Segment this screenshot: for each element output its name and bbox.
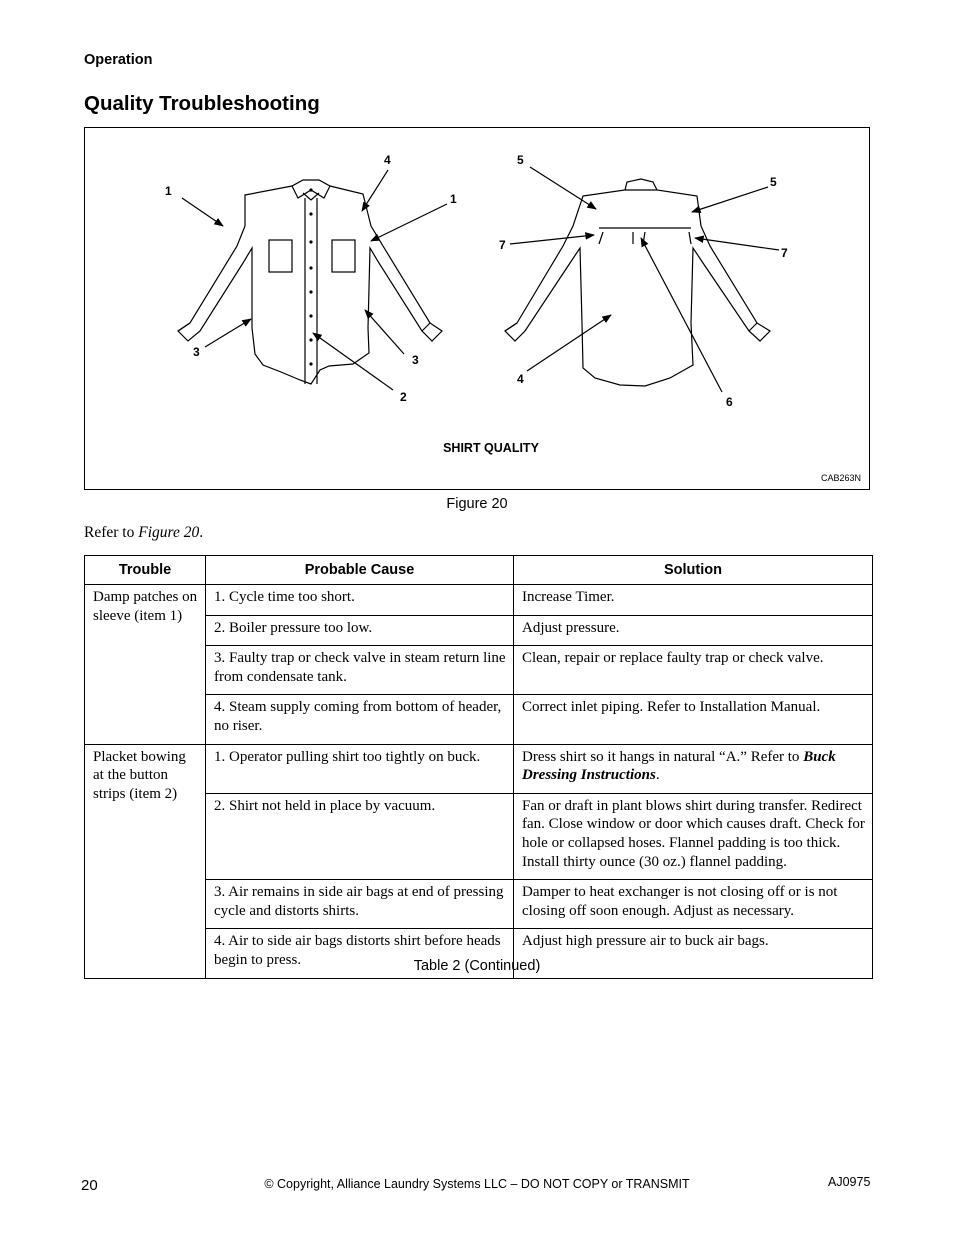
solution-cell: Adjust high pressure air to buck air bags.: [514, 929, 873, 978]
back-shirt-drawing: [505, 179, 770, 386]
callout-back-6: 6: [726, 395, 733, 409]
refer-suffix: .: [199, 524, 204, 541]
header-trouble: Trouble: [85, 556, 206, 585]
refer-line: [84, 524, 203, 542]
cause-cell: 1. Cycle time too short.: [206, 585, 514, 616]
callout-front-3-right: 3: [412, 353, 419, 367]
solution-cell: Adjust pressure.: [514, 615, 873, 646]
solution-cell: Increase Timer.: [514, 585, 873, 616]
front-shirt-drawing: [178, 180, 442, 384]
figure-caption: Figure 20: [446, 496, 508, 512]
solution-cell: Damper to heat exchanger is not closing off or is not closing off soon enough. Adjust as necessary.: [514, 880, 873, 929]
refer-prefix: Refer to: [84, 524, 139, 541]
callout-back-7-right: 7: [781, 246, 788, 260]
callout-back-4: 4: [517, 372, 524, 386]
troubleshooting-table: [84, 555, 873, 979]
figure-code: CAB263N: [821, 473, 862, 483]
cause-cell: 4. Air to side air bags distorts shirt before heads begin to press.: [206, 929, 514, 978]
solution-cell: [514, 744, 873, 793]
cause-cell: 2. Boiler pressure too low.: [206, 615, 514, 646]
solution-cell: Clean, repair or replace faulty trap or check valve.: [514, 646, 873, 695]
header-probable-cause: Probable Cause: [206, 556, 514, 585]
callout-back-5-right: 5: [770, 175, 777, 189]
callout-front-1-right: 1: [450, 192, 457, 206]
callout-back-5-left: 5: [517, 153, 524, 167]
callout-front-3-left: 3: [193, 345, 200, 359]
header-solution: Solution: [514, 556, 873, 585]
cause-cell: 3. Air remains in side air bags at end of pressing cycle and distorts shirts.: [206, 880, 514, 929]
callout-front-4: 4: [384, 153, 391, 167]
figure-reference: Figure 20: [138, 524, 200, 541]
page-number: 20: [81, 1177, 98, 1194]
callout-front-1-left: 1: [165, 184, 172, 198]
cause-cell: 3. Faulty trap or check valve in steam return line from condensate tank.: [206, 646, 514, 695]
copyright-notice: © Copyright, Alliance Laundry Systems LLC – DO NOT COPY or TRANSMIT: [264, 1177, 690, 1191]
callout-arrows: [182, 167, 779, 392]
section-label: Operation: [84, 52, 153, 68]
document-code: AJ0975: [828, 1175, 871, 1189]
solution-text: Dress shirt so it hangs in natural “A.” Refer to: [522, 748, 804, 765]
trouble-cell: Placket bowing at the button strips (item 2): [85, 744, 206, 978]
solution-cell: Correct inlet piping. Refer to Installation Manual.: [514, 695, 873, 744]
callout-back-7-left: 7: [499, 238, 506, 252]
callout-front-2: 2: [400, 390, 407, 404]
cause-cell: 2. Shirt not held in place by vacuum.: [206, 793, 514, 879]
buck-dressing-reference: Buck Dressing Instructions: [522, 748, 836, 784]
solution-suffix: .: [655, 767, 660, 784]
page-title: Quality Troubleshooting: [84, 92, 320, 115]
cause-cell: 4. Steam supply coming from bottom of header, no riser.: [206, 695, 514, 744]
table-caption: Table 2 (Continued): [413, 958, 541, 974]
table-header-row: [85, 556, 873, 585]
table-row: [85, 585, 873, 616]
table-row: [85, 744, 873, 793]
shirt-diagram: [85, 128, 871, 491]
solution-cell: Fan or draft in plant blows shirt during transfer. Redirect fan. Close window or door which causes draft. Check for hole or collapsed hoses. Flannel padding is too thick. Install thirty ounce (30 oz.) flannel padding.: [514, 793, 873, 879]
front-shirt-buttons: [309, 188, 312, 365]
shirt-quality-figure: [84, 127, 870, 490]
cause-cell: 1. Operator pulling shirt too tightly on buck.: [206, 744, 514, 793]
figure-title: SHIRT QUALITY: [443, 441, 539, 455]
trouble-cell: Damp patches on sleeve (item 1): [85, 585, 206, 745]
